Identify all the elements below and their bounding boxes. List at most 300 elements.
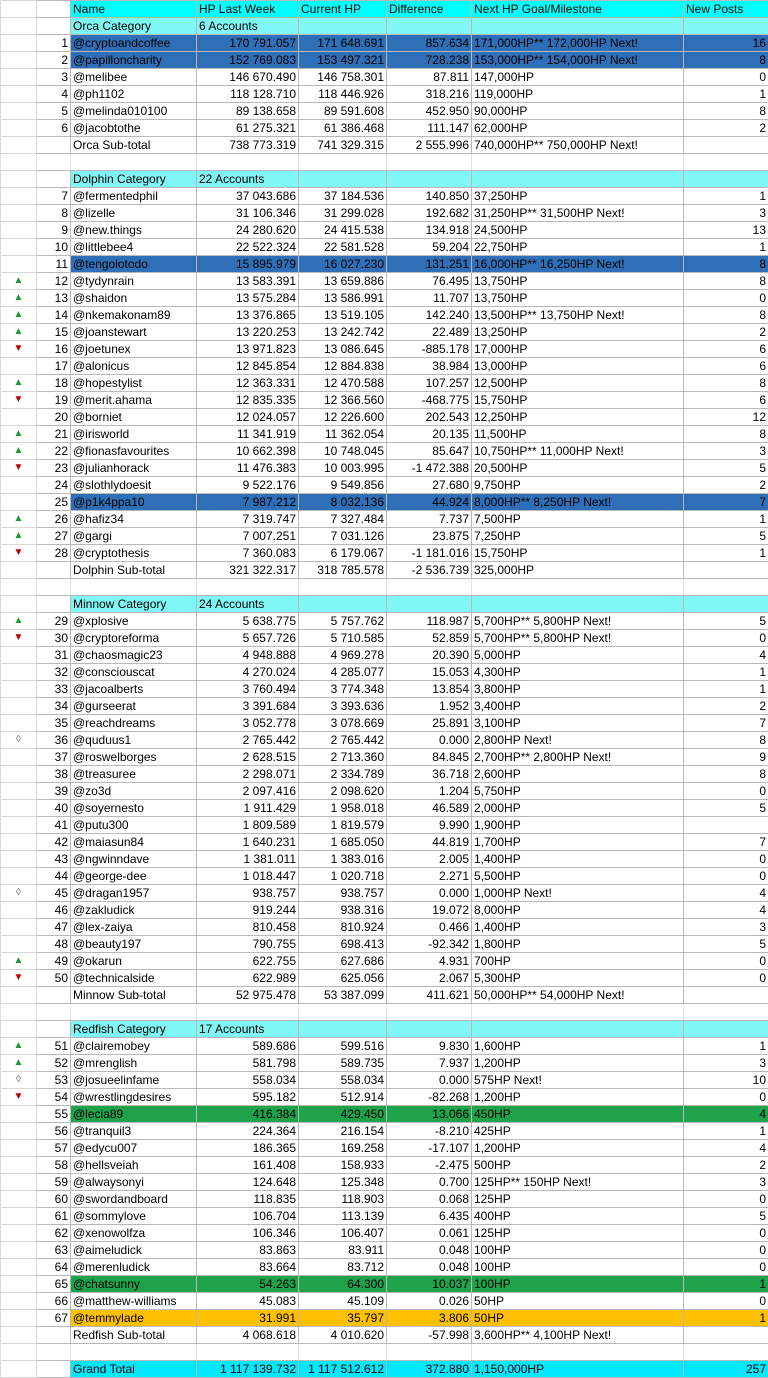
account-row [1,35,768,52]
difference-value: 76.495 [387,273,472,290]
empty-cell [1,562,37,579]
difference-value: 85.647 [387,443,472,460]
account-name: @fermentedphil [71,188,197,205]
trend-up-icon: ▲ [14,513,24,524]
subtotal-hp-last-week: 4 068.618 [197,1327,299,1344]
difference-value: 140.850 [387,188,472,205]
trend-indicator [1,715,37,732]
difference-value: 452.950 [387,103,472,120]
next-goal-value: 3,100HP [472,715,684,732]
grand-total-row [1,1361,768,1378]
account-name: @hopestylist [71,375,197,392]
empty-cell [472,596,684,613]
current-hp-column-header: Current HP [299,1,387,18]
trend-indicator [1,1157,37,1174]
empty-cell [472,1021,684,1038]
account-row [1,817,768,834]
account-row [1,511,768,528]
empty-cell [37,1344,71,1361]
account-row [1,426,768,443]
empty-cell [299,1004,387,1021]
trend-indicator [1,409,37,426]
trend-down-icon: ▼ [14,632,24,643]
account-name: @sommylove [71,1208,197,1225]
new-posts-value: 8 [684,732,768,749]
subtotal-difference: 411.621 [387,987,472,1004]
category-header-row [1,1021,768,1038]
subtotal-current-hp: 53 387.099 [299,987,387,1004]
difference-value: 4.931 [387,953,472,970]
account-row [1,52,768,69]
hp-last-week-value: 106.704 [197,1208,299,1225]
trend-indicator [1,800,37,817]
current-hp-value: 627.686 [299,953,387,970]
trend-indicator [1,732,37,749]
current-hp-value: 1 685.050 [299,834,387,851]
difference-value: 2.005 [387,851,472,868]
empty-cell [387,154,472,171]
difference-value: 10.037 [387,1276,472,1293]
subtotal-hp-last-week: 52 975.478 [197,987,299,1004]
account-name: @joetunex [71,341,197,358]
rank-number: 36 [37,732,71,749]
account-name: @julianhorack [71,460,197,477]
hp-last-week-value: 10 662.398 [197,443,299,460]
difference-value: 0.000 [387,885,472,902]
hp-last-week-value: 7 007.251 [197,528,299,545]
trend-indicator [1,103,37,120]
next-goal-value: 425HP [472,1123,684,1140]
account-row [1,664,768,681]
empty-cell [37,579,71,596]
difference-value: 202.543 [387,409,472,426]
trend-indicator [1,698,37,715]
trend-indicator [1,477,37,494]
next-goal-value: 20,500HP [472,460,684,477]
empty-cell [299,18,387,35]
empty-cell [387,579,472,596]
hp-last-week-value: 54.263 [197,1276,299,1293]
rank-number: 48 [37,936,71,953]
rank-number: 2 [37,52,71,69]
empty-cell [1,1004,37,1021]
rank-number: 23 [37,460,71,477]
difference-value: 25.891 [387,715,472,732]
rank-number: 37 [37,749,71,766]
hp-last-week-value: 622.755 [197,953,299,970]
trend-indicator [1,1174,37,1191]
account-name: @technicalside [71,970,197,987]
new-posts-value: 8 [684,256,768,273]
next-goal-value: 13,750HP [472,273,684,290]
account-row [1,1174,768,1191]
hp-last-week-value: 124.648 [197,1174,299,1191]
new-posts-value: 0 [684,630,768,647]
trend-down-icon: ▼ [14,972,24,983]
grand-total-next-goal: 1,150,000HP [472,1361,684,1378]
account-name: @cryptothesis [71,545,197,562]
next-goal-value: 100HP [472,1276,684,1293]
account-name: @chatsunny [71,1276,197,1293]
trend-indicator [1,936,37,953]
difference-value: -1 472.388 [387,460,472,477]
trend-indicator [1,1089,37,1106]
subtotal-next-goal: 740,000HP** 750,000HP Next! [472,137,684,154]
hp-last-week-value: 170 791.057 [197,35,299,52]
rank-number: 59 [37,1174,71,1191]
rank-number: 10 [37,239,71,256]
next-goal-value: 50HP [472,1310,684,1327]
rank-number: 54 [37,1089,71,1106]
hp-last-week-value: 9 522.176 [197,477,299,494]
new-posts-value: 0 [684,1259,768,1276]
account-name: @dragan1957 [71,885,197,902]
next-goal-value: 5,700HP** 5,800HP Next! [472,630,684,647]
current-hp-value: 938.757 [299,885,387,902]
empty-cell [472,579,684,596]
rank-number: 12 [37,273,71,290]
trend-indicator [1,528,37,545]
difference-value: 0.068 [387,1191,472,1208]
account-name: @treasuree [71,766,197,783]
account-name: @okarun [71,953,197,970]
trend-same-icon: ◊ [16,734,21,745]
rank-number: 24 [37,477,71,494]
difference-value: 46.589 [387,800,472,817]
rank-number: 38 [37,766,71,783]
rank-number: 15 [37,324,71,341]
trend-indicator [1,766,37,783]
next-goal-value: 500HP [472,1157,684,1174]
current-hp-value: 5 710.585 [299,630,387,647]
rank-number: 1 [37,35,71,52]
new-posts-value: 5 [684,528,768,545]
hp-last-week-value: 146 670.490 [197,69,299,86]
empty-cell [387,1004,472,1021]
next-goal-value: 31,250HP** 31,500HP Next! [472,205,684,222]
account-name: @slothlydoesit [71,477,197,494]
difference-value: 1.952 [387,698,472,715]
rank-number: 3 [37,69,71,86]
empty-cell [37,1327,71,1344]
current-hp-value: 31 299.028 [299,205,387,222]
trend-indicator [1,681,37,698]
difference-value: 111.147 [387,120,472,137]
rank-number: 32 [37,664,71,681]
next-goal-value: 2,700HP** 2,800HP Next! [472,749,684,766]
trend-indicator [1,375,37,392]
account-name: @shaidon [71,290,197,307]
subtotal-current-hp: 741 329.315 [299,137,387,154]
trend-indicator [1,52,37,69]
new-posts-value: 8 [684,273,768,290]
category-account-count: 22 Accounts [197,171,299,188]
current-hp-value: 153 497.321 [299,52,387,69]
account-name: @reachdreams [71,715,197,732]
rank-number: 57 [37,1140,71,1157]
rank-number: 66 [37,1293,71,1310]
rank-number: 67 [37,1310,71,1327]
trend-indicator [1,494,37,511]
difference-value: 44.819 [387,834,472,851]
empty-cell [299,579,387,596]
difference-value: 38.984 [387,358,472,375]
empty-cell [37,1361,71,1378]
next-goal-value: 1,600HP [472,1038,684,1055]
next-goal-value: 2,600HP [472,766,684,783]
rank-number: 30 [37,630,71,647]
current-hp-value: 113.139 [299,1208,387,1225]
account-name: @jacoalberts [71,681,197,698]
account-row [1,358,768,375]
account-row [1,392,768,409]
empty-cell [197,1004,299,1021]
current-hp-value: 4 969.278 [299,647,387,664]
next-goal-value: 147,000HP [472,69,684,86]
current-hp-value: 216.154 [299,1123,387,1140]
account-row [1,69,768,86]
trend-indicator [1,307,37,324]
subtotal-hp-last-week: 321 322.317 [197,562,299,579]
account-name: @chaosmagic23 [71,647,197,664]
rank-number: 16 [37,341,71,358]
next-goal-value: 24,500HP [472,222,684,239]
hp-last-week-value: 31.991 [197,1310,299,1327]
new-posts-value: 1 [684,86,768,103]
account-row [1,460,768,477]
account-name: @cryptoreforma [71,630,197,647]
subtotal-label: Redfish Sub-total [71,1327,197,1344]
current-hp-value: 810.924 [299,919,387,936]
new-posts-value: 4 [684,647,768,664]
account-row [1,936,768,953]
rank-number: 49 [37,953,71,970]
trend-indicator [1,902,37,919]
empty-cell [387,1344,472,1361]
current-hp-value: 599.516 [299,1038,387,1055]
new-posts-value: 5 [684,613,768,630]
category-account-count: 6 Accounts [197,18,299,35]
hp-last-week-value: 161.408 [197,1157,299,1174]
account-row [1,375,768,392]
hp-last-week-value: 15 895.979 [197,256,299,273]
difference-value: -2.475 [387,1157,472,1174]
trend-indicator [1,69,37,86]
trend-indicator [1,919,37,936]
new-posts-value: 4 [684,885,768,902]
subtotal-row [1,562,768,579]
trend-indicator [1,120,37,137]
account-name: @fionasfavourites [71,443,197,460]
account-row [1,205,768,222]
difference-value: 0.026 [387,1293,472,1310]
current-hp-value: 11 362.054 [299,426,387,443]
grand-total-current-hp: 1 117 512.612 [299,1361,387,1378]
hp-last-week-value: 89 138.658 [197,103,299,120]
trend-indicator [1,1276,37,1293]
current-hp-value: 13 519.105 [299,307,387,324]
difference-value: -1 181.016 [387,545,472,562]
next-goal-value: 575HP Next! [472,1072,684,1089]
hp-last-week-value: 13 583.391 [197,273,299,290]
next-goal-value: 400HP [472,1208,684,1225]
rank-number: 6 [37,120,71,137]
grand-total-new-posts: 257 [684,1361,768,1378]
new-posts-column-header: New Posts [684,1,768,18]
trend-indicator [1,885,37,902]
trend-up-icon: ▲ [14,1040,24,1051]
empty-cell [1,171,37,188]
hp-last-week-value: 7 360.083 [197,545,299,562]
next-goal-value: 153,000HP** 154,000HP Next! [472,52,684,69]
new-posts-value: 1 [684,545,768,562]
account-row [1,86,768,103]
account-row [1,1038,768,1055]
empty-cell [684,579,768,596]
account-row [1,239,768,256]
empty-cell [71,154,197,171]
hp-last-week-value: 1 018.447 [197,868,299,885]
rank-number: 61 [37,1208,71,1225]
account-name: @new.things [71,222,197,239]
empty-cell [197,154,299,171]
difference-value: 22.489 [387,324,472,341]
empty-cell [1,154,37,171]
account-name: @george-dee [71,868,197,885]
difference-value: 318.216 [387,86,472,103]
trend-indicator [1,1038,37,1055]
account-row [1,630,768,647]
rank-number: 22 [37,443,71,460]
spacer-row [1,579,768,596]
subtotal-row [1,987,768,1004]
empty-cell [1,1344,37,1361]
difference-value: 7.737 [387,511,472,528]
empty-cell [684,171,768,188]
account-name: @hellsveiah [71,1157,197,1174]
trend-indicator [1,545,37,562]
account-name: @tydynrain [71,273,197,290]
trend-indicator [1,443,37,460]
new-posts-value: 3 [684,1055,768,1072]
account-name: @ph1102 [71,86,197,103]
new-posts-value: 2 [684,477,768,494]
new-posts-value: 2 [684,698,768,715]
trend-indicator [1,630,37,647]
account-name: @swordandboard [71,1191,197,1208]
difference-value: -468.775 [387,392,472,409]
rank-number: 41 [37,817,71,834]
current-hp-value: 169.258 [299,1140,387,1157]
subtotal-next-goal: 3,600HP** 4,100HP Next! [472,1327,684,1344]
empty-cell [37,987,71,1004]
current-hp-value: 3 774.348 [299,681,387,698]
category-account-count: 24 Accounts [197,596,299,613]
rank-number: 5 [37,103,71,120]
rank-number: 19 [37,392,71,409]
trend-up-icon: ▲ [14,1057,24,1068]
trend-indicator [1,86,37,103]
subtotal-difference: -2 536.739 [387,562,472,579]
account-row [1,1191,768,1208]
trend-indicator [1,970,37,987]
difference-value: -92.342 [387,936,472,953]
hp-last-week-value: 5 657.726 [197,630,299,647]
trend-indicator [1,1310,37,1327]
next-goal-value: 10,750HP** 11,000HP Next! [472,443,684,460]
empty-cell [472,154,684,171]
subtotal-new-posts [684,1327,768,1344]
account-row [1,120,768,137]
next-goal-value: 125HP [472,1225,684,1242]
current-hp-value: 4 285.077 [299,664,387,681]
next-goal-value: 17,000HP [472,341,684,358]
current-hp-value: 83.911 [299,1242,387,1259]
subtotal-new-posts [684,987,768,1004]
new-posts-value: 9 [684,749,768,766]
current-hp-value: 13 086.645 [299,341,387,358]
hp-last-week-value: 11 341.919 [197,426,299,443]
empty-cell [472,18,684,35]
account-name: @xenowolfza [71,1225,197,1242]
trend-up-icon: ▲ [14,615,24,626]
trend-indicator [1,817,37,834]
next-goal-value: 450HP [472,1106,684,1123]
new-posts-value: 2 [684,1157,768,1174]
account-name: @temmylade [71,1310,197,1327]
account-name: @lecia89 [71,1106,197,1123]
trend-down-icon: ▼ [14,547,24,558]
new-posts-value: 1 [684,511,768,528]
account-name: @lizelle [71,205,197,222]
hp-last-week-value: 61 275.321 [197,120,299,137]
new-posts-value: 3 [684,443,768,460]
subtotal-current-hp: 318 785.578 [299,562,387,579]
header-row [1,1,768,18]
hp-last-week-value: 2 097.416 [197,783,299,800]
difference-value: 36.718 [387,766,472,783]
account-name: @clairemobey [71,1038,197,1055]
current-hp-value: 64.300 [299,1276,387,1293]
new-posts-value [684,817,768,834]
account-name: @zakludick [71,902,197,919]
trend-indicator [1,953,37,970]
empty-cell [1,579,37,596]
next-goal-value: 13,000HP [472,358,684,375]
current-hp-value: 7 327.484 [299,511,387,528]
trend-indicator [1,290,37,307]
empty-cell [37,1021,71,1038]
next-goal-value: 100HP [472,1259,684,1276]
hp-last-week-value: 31 106.346 [197,205,299,222]
hp-last-week-value: 595.182 [197,1089,299,1106]
empty-cell [684,1344,768,1361]
hp-last-week-value: 1 640.231 [197,834,299,851]
rank-number: 62 [37,1225,71,1242]
new-posts-value: 5 [684,936,768,953]
next-goal-value: 1,400HP [472,851,684,868]
new-posts-value: 8 [684,375,768,392]
trend-indicator [1,324,37,341]
subtotal-new-posts [684,562,768,579]
difference-value: 0.061 [387,1225,472,1242]
current-hp-value: 37 184.536 [299,188,387,205]
account-row [1,307,768,324]
current-hp-value: 24 415.538 [299,222,387,239]
account-name: @xplosive [71,613,197,630]
current-hp-value: 558.034 [299,1072,387,1089]
account-name: @alonicus [71,358,197,375]
